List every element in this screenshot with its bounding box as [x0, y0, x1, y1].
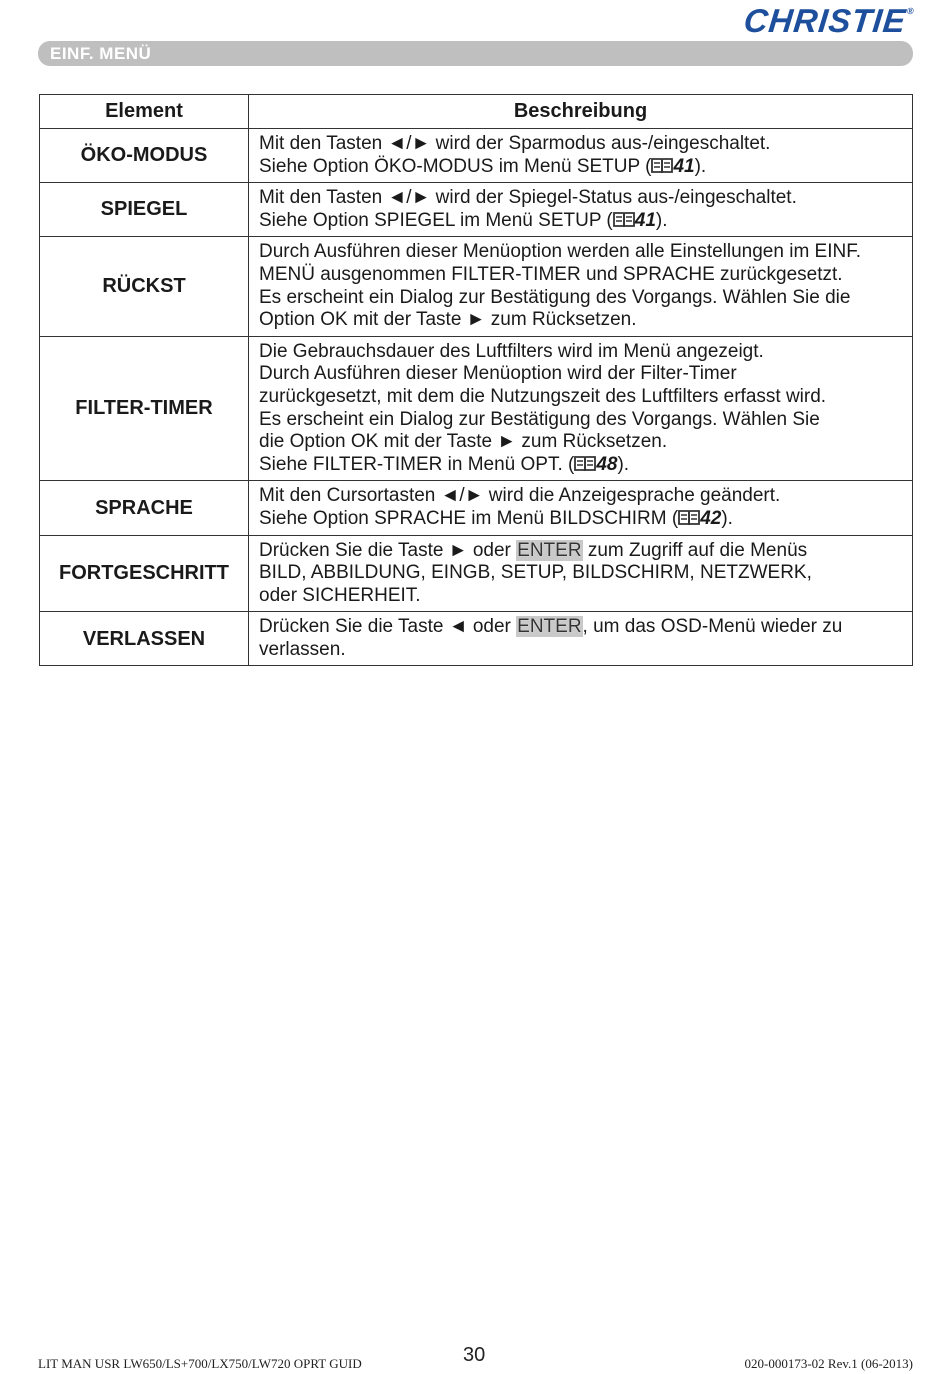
description-text: die Option OK mit der Taste ► zum Rücksetzen.	[259, 431, 668, 453]
description-text: zurückgesetzt, mit dem die Nutzungszeit des Luftfilters erfasst wird.	[259, 385, 827, 407]
description-text: Mit den Tasten ◄/► wird der Spiegel-Status aus-/eingeschaltet.	[259, 187, 797, 209]
description-text: oder SICHERHEIT.	[259, 584, 421, 606]
menu-item-description	[249, 336, 913, 481]
description-text: verlassen.	[259, 638, 346, 660]
description-line	[259, 287, 904, 310]
description-line	[259, 241, 904, 264]
description-line	[259, 187, 904, 210]
description-line	[259, 485, 904, 508]
description-text: Die Gebrauchsdauer des Luftfilters wird im Menü angezeigt.	[259, 340, 764, 362]
description-line	[259, 639, 904, 662]
book-icon	[651, 157, 673, 174]
page-reference: 41	[634, 209, 656, 231]
description-line	[259, 309, 904, 332]
enter-key-label: ENTER	[517, 616, 582, 638]
description-line	[259, 508, 904, 531]
page-number: 30	[463, 1344, 486, 1366]
description-line	[259, 585, 904, 608]
description-text: Siehe Option SPRACHE im Menü BILDSCHIRM (	[259, 507, 679, 529]
description-line	[259, 454, 904, 477]
book-icon	[613, 211, 635, 228]
description-text: ).	[721, 507, 733, 529]
book-icon	[678, 509, 700, 526]
description-line	[259, 540, 904, 563]
table-body	[40, 129, 913, 666]
description-text: zum Zugriff auf die Menüs	[582, 539, 808, 561]
description-text: Drücken Sie die Taste ◄ oder	[259, 616, 517, 638]
menu-item-name: ÖKO-MODUS	[40, 129, 249, 183]
description-text: Option OK mit der Taste ► zum Rücksetzen.	[259, 309, 637, 331]
book-icon	[574, 455, 596, 472]
table-row	[40, 237, 913, 336]
description-text: Mit den Cursortasten ◄/► wird die Anzeigesprache geändert.	[259, 485, 781, 507]
menu-item-description	[249, 237, 913, 336]
description-text: , um das OSD-Menü wieder zu	[582, 616, 843, 638]
enter-key-label: ENTER	[517, 539, 582, 561]
description-text: Durch Ausführen dieser Menüoption wird der Filter-Timer	[259, 363, 737, 385]
menu-item-description	[249, 481, 913, 535]
description-text: ).	[617, 453, 630, 475]
description-text: Siehe Option ÖKO-MODUS im Menü SETUP (	[259, 155, 652, 177]
description-line	[259, 341, 904, 364]
page-reference: 42	[700, 507, 722, 529]
description-text: Siehe Option SPIEGEL im Menü SETUP (	[259, 209, 613, 231]
table-row	[40, 129, 913, 183]
table-row	[40, 535, 913, 612]
menu-item-description	[249, 535, 913, 612]
description-text: Siehe FILTER-TIMER in Menü OPT. (	[259, 453, 575, 475]
description-line	[259, 210, 904, 233]
description-text: MENÜ ausgenommen FILTER-TIMER und SPRACHE zurückgesetzt.	[259, 263, 843, 285]
christie-logo: CHRISTIE®	[742, 2, 916, 39]
description-text: ).	[694, 155, 707, 177]
menu-item-description	[249, 183, 913, 237]
menu-table	[39, 94, 913, 666]
description-line	[259, 363, 904, 386]
description-line	[259, 616, 904, 639]
menu-item-name: SPIEGEL	[40, 183, 249, 237]
section-header-bar	[38, 41, 913, 66]
description-line	[259, 264, 904, 287]
description-text: Es erscheint ein Dialog zur Bestätigung des Vorgangs. Wählen Sie	[259, 408, 820, 430]
description-text: ).	[655, 209, 668, 231]
page-reference: 48	[596, 453, 618, 475]
menu-item-name: SPRACHE	[40, 481, 249, 535]
table-header-row	[40, 95, 913, 129]
description-text: Durch Ausführen dieser Menüoption werden alle Einstellungen im EINF.	[259, 241, 861, 263]
menu-item-description	[249, 612, 913, 666]
description-text: Es erscheint ein Dialog zur Bestätigung des Vorgangs. Wählen Sie die	[259, 286, 851, 308]
table-row	[40, 183, 913, 237]
description-line	[259, 133, 904, 156]
description-text: Drücken Sie die Taste ► oder	[259, 539, 517, 561]
description-text: Mit den Tasten ◄/► wird der Sparmodus aus-/eingeschaltet.	[259, 133, 771, 154]
menu-item-name: VERLASSEN	[40, 612, 249, 666]
column-header-description: Beschreibung	[249, 95, 913, 129]
footer-revision: 020-000173-02 Rev.1 (06-2013)	[744, 1356, 913, 1371]
description-line	[259, 562, 904, 585]
column-header-element: Element	[40, 95, 249, 129]
description-line	[259, 409, 904, 432]
table-row	[40, 612, 913, 666]
description-line	[259, 156, 904, 179]
page-reference: 41	[673, 155, 695, 177]
description-line	[259, 431, 904, 454]
table-row	[40, 481, 913, 535]
table-row	[40, 336, 913, 481]
menu-item-description	[249, 129, 913, 183]
menu-item-name: FORTGESCHRITT	[40, 535, 249, 612]
footer-document-id: LIT MAN USR LW650/LS+700/LX750/LW720 OPRT GUID	[38, 1356, 362, 1371]
description-text: BILD, ABBILDUNG, EINGB, SETUP, BILDSCHIRM, NETZWERK,	[259, 562, 812, 584]
menu-item-name: RÜCKST	[40, 237, 249, 336]
menu-item-name: FILTER-TIMER	[40, 336, 249, 481]
section-title: EINF. MENÜ	[50, 44, 152, 63]
description-line	[259, 386, 904, 409]
